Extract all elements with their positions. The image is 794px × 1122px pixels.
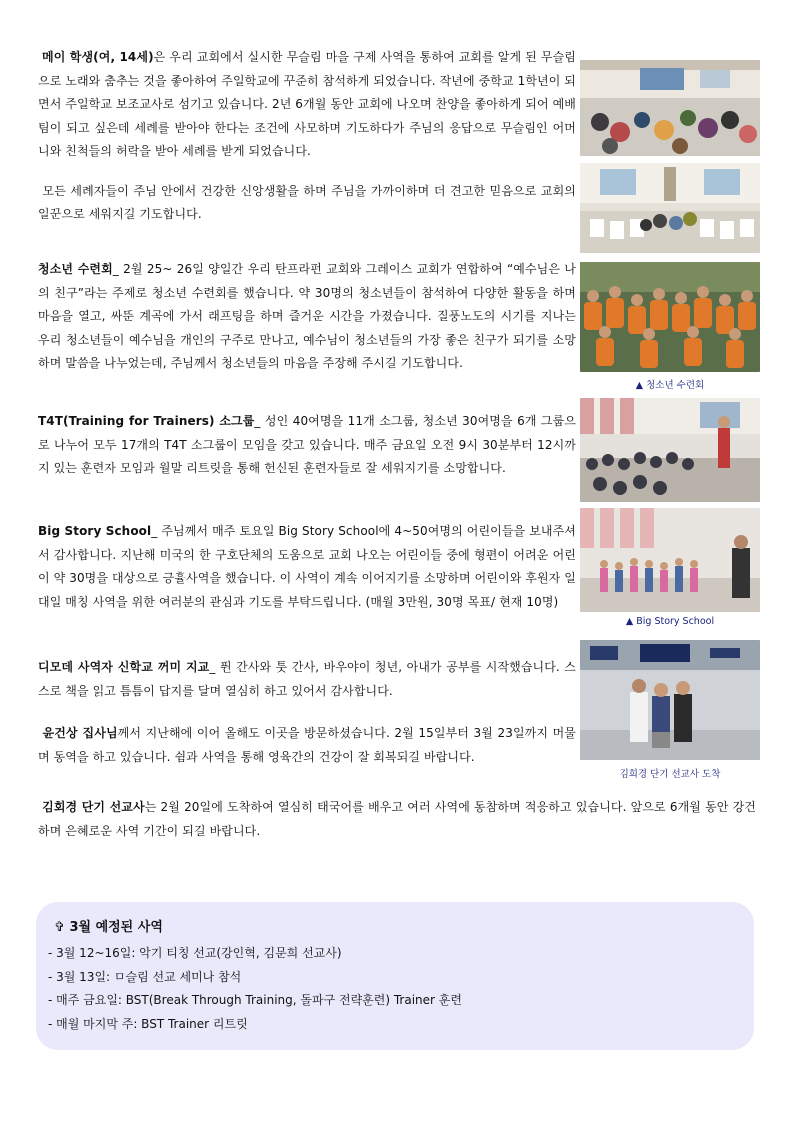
schedule-item: - 매월 마지막 주: BST Trainer 리트릿: [48, 1016, 248, 1031]
yoon-section: [38, 722, 576, 769]
march-schedule-box: [36, 902, 754, 1050]
bss-text: _ 주님께서 매주 토요일 Big Story School에 4~50여명의 어린이들을 보내주셔서 감사합니다. 지난해 미국의 한 구호단체의 도움으로 교회 나오는 어린이들 중에 형편이 어려운 어린이 약 30명을 대상으로 긍휼사역을 했습니다. 이 사역이 계속 이어지기를 소망하며 어린이와 후원자 일대일 매칭 사역을 위한 여러분의 관심과 기도를 부탁드립니다. (매월 3만원, 30명 목표/ 현재 10명): [38, 524, 576, 609]
may-name: 메이 학생(여, 14세): [42, 50, 154, 64]
cross-icon: ✞: [54, 920, 65, 935]
big-story-school-photo: [580, 508, 760, 612]
timothy-text: _ 퓐 간사와 툿 간사, 바우야이 청년, 아내가 공부를 시작했습니다. 스스로 책을 읽고 틈틈이 답지를 달며 열심히 하고 있어서 감사합니다.: [38, 660, 577, 698]
may-text: 은 우리 교회에서 실시한 무슬림 마을 구제 사역을 통하여 교회를 알게 된 무슬림으로 노래와 춤추는 것을 좋아하여 주일학교에 꾸준히 참석하게 되었습니다. 작년에 중학교 1학년이 되면서 주일학교 보조교사로 섬기고 있습니다. 2년 6개월 동안 교회에 나오며 찬양을 좋아하게 되어 예배팀이 되고 싶은데 세례를 받아야 한다는 조건에 사모하며 기도하다가 주님의 응답으로 무슬림인 어머니와 친척들의 허락을 받아 세례를 받게 되었습니다.: [38, 50, 576, 158]
youth-photo-caption: ▲ 청소년 수련회: [635, 380, 705, 391]
youth-title: 청소년 수련회: [38, 262, 113, 276]
baptism-service-photo: [580, 163, 760, 253]
schedule-title-text: 3월 예정된 사역: [69, 920, 163, 935]
bss-section: [38, 520, 576, 614]
t4t-title: T4T(Training for Trainers) 소그룹: [38, 414, 255, 428]
timothy-title: 디모데 사역자 신학교 꺼미 지교: [38, 660, 210, 674]
yoon-text: 께서 지난해에 이어 올해도 이곳을 방문하셨습니다. 2월 15일부터 3월 23일까지 머물며 동역을 하고 있습니다. 쉼과 사역을 통해 영육간의 건강이 잘 회복되길 바랍니다.: [38, 726, 576, 764]
youth-retreat-photo: [580, 262, 760, 372]
schedule-item: - 3월 12~16일: 악기 티칭 선교(강인혁, 김문희 선교사): [48, 946, 342, 960]
yoon-name: 윤건상 집사님: [42, 726, 118, 740]
kim-text: 는 2월 20일에 도착하여 열심히 태국어를 배우고 여러 사역에 동참하며 적응하고 있습니다. 앞으로 6개월 동안 강건하며 은혜로운 사역 기간이 되길 바랍니다.: [38, 800, 757, 838]
youth-text: _ 2월 25~ 26일 양일간 우리 탄프라펀 교회와 그레이스 교회가 연합하여 “예수님은 나의 친구”라는 주제로 청소년 수련회를 했습니다. 약 30명의 청소년들이 참석하여 다양한 활동을 하며 마음을 열고, 싸뚠 계곡에 가서 래프팅을 하며 즐거운 시간을 가졌습니다. 질풍노도의 시기를 지나는 우리 청소년들이 예수님을 개인의 구주로 만나고, 예수님이 청소년들의 가장 좋은 친구가 되기를 소망하며 말씀을 나누었는데, 주님께서 청소년들의 마음을 주장해 주시길 기도합니다.: [38, 262, 577, 370]
schedule-item: - 매주 금요일: BST(Break Through Training, 돌파구 전략훈련) Trainer 훈련: [48, 993, 462, 1007]
timothy-section: [38, 656, 576, 703]
airport-arrival-photo: [580, 640, 760, 760]
bss-photo-caption: ▲ Big Story School: [625, 616, 715, 627]
church-gathering-photo: [580, 60, 760, 156]
youth-section: [38, 258, 576, 376]
kim-section: [38, 796, 756, 843]
t4t-section: [38, 410, 576, 481]
may-section: [38, 46, 576, 227]
t4t-text: _ 성인 40여명을 11개 소그룹, 청소년 30여명을 6개 그룹으로 나누어 모두 17개의 T4T 소그룹이 모임을 갖고 있습니다. 매주 금요일 오전 9시 30분부터 12시까지 있는 훈련자 모임과 월말 리트릿을 통해 헌신된 훈련자들로 잘 세워지기를 소망합니다.: [38, 414, 577, 475]
t4t-worship-photo: [580, 398, 760, 502]
baptism-prayer: 모든 세례자들이 주님 안에서 건강한 신앙생활을 하며 주님을 가까이하며 더 견고한 믿음으로 교회의 일꾼으로 세워지길 기도합니다.: [38, 183, 576, 221]
airport-photo-caption: 김희경 단기 선교사 도착: [619, 769, 721, 780]
kim-name: 김회경 단기 선교사: [42, 800, 145, 814]
schedule-list: [48, 942, 462, 1036]
bss-title: Big Story School: [38, 524, 152, 538]
schedule-item: - 3월 13일: ㅁ슬림 선교 세미나 참석: [48, 969, 242, 984]
schedule-title: [54, 916, 163, 935]
